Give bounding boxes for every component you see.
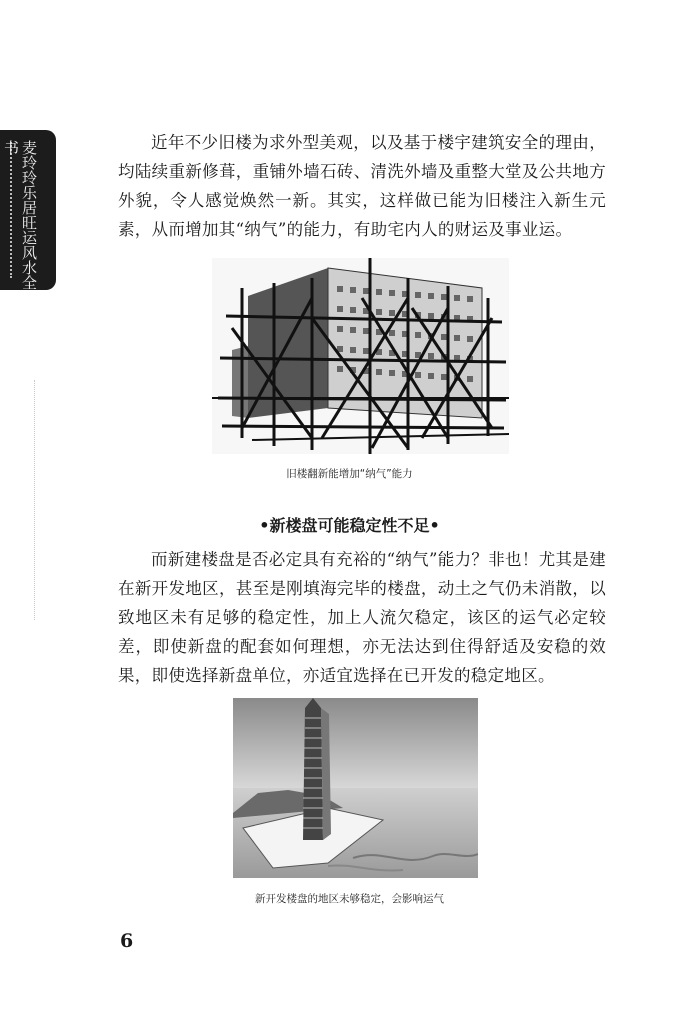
page-number: 6: [120, 930, 134, 952]
paragraph-1: 近年不少旧楼为求外型美观，以及基于楼宇建筑安全的理由，均陆续重新修葺，重铺外墙石砖、清洗外墙及重整大堂及公共地方外貌，令人感觉焕然一新。其实，这样做已能为旧楼注入新生元素，从而增加其“纳气”的能力，有助宅内人的财运及事业运。: [118, 133, 606, 239]
section-heading: •新楼盘可能稳定性不足•: [259, 516, 440, 535]
side-tab-dots: [10, 142, 14, 278]
tower-front: [303, 698, 323, 840]
new-tower-illustration: [233, 698, 478, 878]
figure-1-caption: 旧楼翻新能增加“纳气”能力: [286, 468, 413, 480]
figure-old-building-scaffolding: [212, 258, 509, 454]
book-title: 麦玲玲乐居旺运风水全书: [2, 140, 38, 290]
figure-2-caption: 新开发楼盘的地区未够稳定，会影响运气: [255, 893, 444, 905]
sky: [233, 698, 478, 798]
side-tab: [0, 130, 56, 290]
figure-new-tower-reclaimed-land: [233, 698, 478, 878]
paragraph-2: 而新建楼盘是否必定具有充裕的“纳气”能力？非也！尤其是建在新开发地区，甚至是刚填海完毕的楼盘，动土之气仍未消散，以致地区未有足够的稳定性，加上人流欠稳定，该区的运气必定较差，即使新盘的配套如何理想，亦无法达到住得舒适及安稳的效果，即使选择新盘单位，亦适宜选择在已开发的稳定地区。: [118, 550, 606, 685]
margin-marks: [34, 380, 41, 620]
old-building-illustration: [212, 258, 509, 454]
